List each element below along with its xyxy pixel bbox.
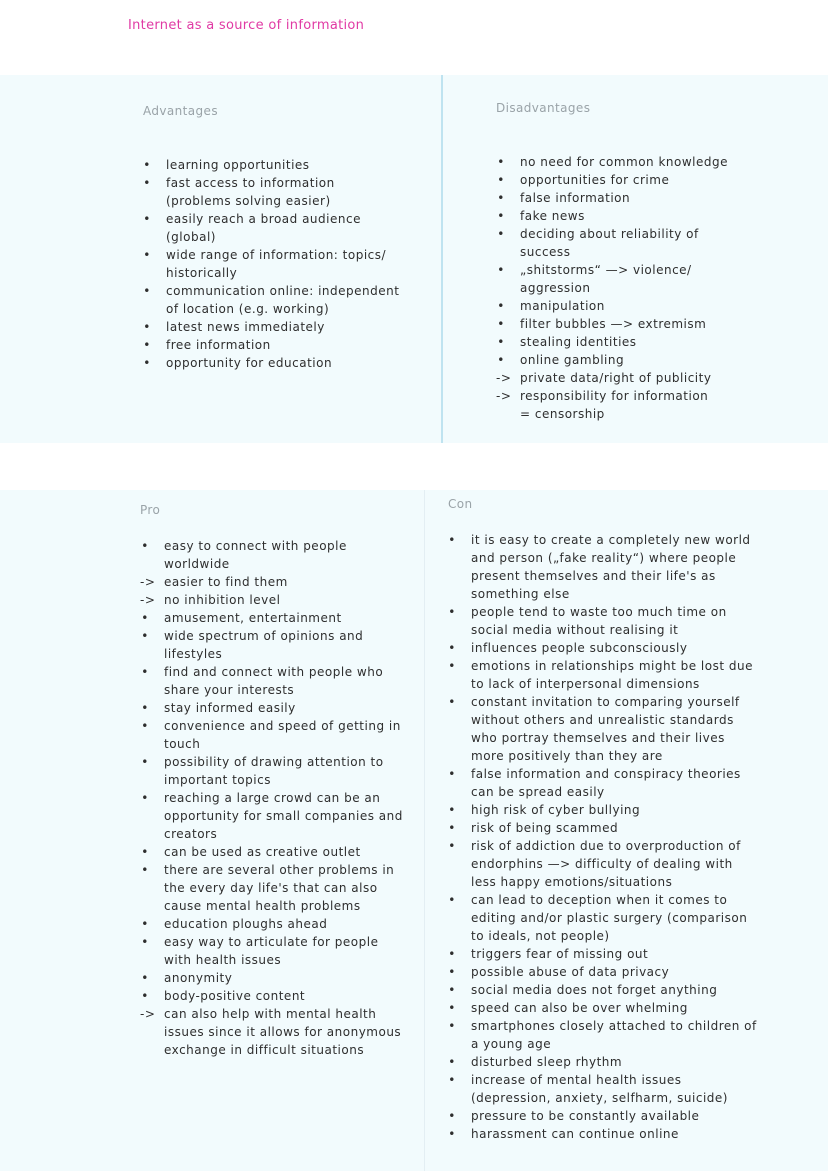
- disadvantage-item: [496, 261, 816, 297]
- pro-item: [140, 627, 420, 663]
- con-item: [447, 603, 822, 639]
- con-item-text: disturbed sleep rhythm: [471, 1055, 623, 1069]
- advantage-item: [142, 210, 432, 246]
- disadvantage-item: [496, 351, 816, 369]
- con-item: [447, 963, 822, 981]
- bullet-icon: •: [141, 863, 149, 877]
- bullet-icon: •: [448, 641, 456, 655]
- con-item: [447, 819, 822, 837]
- con-item-text: can lead to deception when it comes to editing and/or plastic surgery (comparison to ideals, not people): [471, 893, 748, 943]
- disadvantage-item-text: fake news: [520, 209, 585, 223]
- disadvantage-item-text: private data/right of publicity: [520, 371, 712, 385]
- disadvantage-item-text: opportunities for crime: [520, 173, 670, 187]
- advantage-item-text: communication online: independent of location (e.g. working): [166, 284, 400, 316]
- bullet-icon: •: [448, 1127, 456, 1141]
- pro-item: [140, 717, 420, 753]
- bullet-icon: •: [448, 659, 456, 673]
- pro-item-text: amusement, entertainment: [164, 611, 342, 625]
- bullet-icon: •: [141, 917, 149, 931]
- disadvantage-item: [496, 333, 816, 351]
- pro-item: [140, 573, 420, 591]
- advantage-item-text: opportunity for education: [166, 356, 333, 370]
- bullet-icon: •: [143, 248, 151, 262]
- con-heading: Con: [448, 497, 473, 511]
- advantage-item-text: fast access to information (problems solving easier): [166, 176, 335, 208]
- advantage-item-text: latest news immediately: [166, 320, 325, 334]
- bullet-icon: •: [448, 1001, 456, 1015]
- disadvantage-item-text: filter bubbles —> extremism: [520, 317, 707, 331]
- con-item: [447, 1071, 822, 1107]
- pro-item-text: stay informed easily: [164, 701, 296, 715]
- con-item-text: risk of being scammed: [471, 821, 619, 835]
- con-item-text: possible abuse of data privacy: [471, 965, 670, 979]
- bullet-icon: •: [141, 665, 149, 679]
- bullet-icon: •: [143, 356, 151, 370]
- bullet-icon: •: [497, 335, 505, 349]
- bullet-icon: •: [143, 176, 151, 190]
- advantage-item-text: easily reach a broad audience (global): [166, 212, 361, 244]
- con-item: [447, 639, 822, 657]
- con-item: [447, 837, 822, 891]
- con-item-text: social media does not forget anything: [471, 983, 718, 997]
- con-item: [447, 801, 822, 819]
- pro-item: [140, 987, 420, 1005]
- bullet-icon: •: [448, 767, 456, 781]
- disadvantage-item: [496, 315, 816, 333]
- bullet-icon: •: [141, 935, 149, 949]
- disadvantage-item-text: online gambling: [520, 353, 625, 367]
- bullet-icon: •: [141, 701, 149, 715]
- bullet-icon: •: [141, 755, 149, 769]
- disadvantage-item-text: „shitstorms“ —> violence/ aggression: [520, 263, 692, 295]
- disadvantage-item-text: responsibility for information = censorship: [520, 389, 709, 421]
- advantage-item-text: free information: [166, 338, 271, 352]
- bullet-icon: •: [141, 845, 149, 859]
- pro-heading: Pro: [140, 503, 161, 517]
- pro-item-text: easy to connect with people worldwide: [164, 539, 347, 571]
- con-item: [447, 531, 822, 603]
- bullet-icon: •: [141, 989, 149, 1003]
- pro-item-text: education ploughs ahead: [164, 917, 328, 931]
- bullet-icon: •: [448, 1019, 456, 1033]
- pro-item: [140, 1005, 420, 1059]
- internet-column-divider: [441, 75, 443, 443]
- pro-item: [140, 861, 420, 915]
- disadvantages-list: [496, 153, 816, 423]
- con-item: [447, 1053, 822, 1071]
- pro-item: [140, 753, 420, 789]
- bullet-icon: •: [143, 338, 151, 352]
- con-item-text: triggers fear of missing out: [471, 947, 649, 961]
- pro-item: [140, 843, 420, 861]
- con-item-text: high risk of cyber bullying: [471, 803, 641, 817]
- bullet-icon: •: [141, 791, 149, 805]
- pro-item: [140, 699, 420, 717]
- bullet-icon: •: [497, 317, 505, 331]
- advantage-item-text: wide range of information: topics/ historically: [166, 248, 387, 280]
- pro-item-text: easier to find them: [164, 575, 288, 589]
- arrow-marker: ->: [140, 1007, 156, 1021]
- pro-list: [140, 537, 420, 1059]
- bullet-icon: •: [497, 173, 505, 187]
- con-item-text: influences people subconsciously: [471, 641, 688, 655]
- bullet-icon: •: [143, 158, 151, 172]
- con-item-text: harassment can continue online: [471, 1127, 679, 1141]
- bullet-icon: •: [448, 695, 456, 709]
- con-item: [447, 891, 822, 945]
- con-item: [447, 1125, 822, 1143]
- pro-item: [140, 537, 420, 573]
- bullet-icon: •: [448, 1109, 456, 1123]
- pro-item-text: there are several other problems in the every day life's that can also cause mental health problems: [164, 863, 395, 913]
- disadvantage-item-text: deciding about reliability of success: [520, 227, 699, 259]
- advantage-item-text: learning opportunities: [166, 158, 310, 172]
- pro-item-text: can be used as creative outlet: [164, 845, 361, 859]
- bullet-icon: •: [141, 629, 149, 643]
- disadvantage-item: [496, 171, 816, 189]
- disadvantage-item-text: false information: [520, 191, 631, 205]
- advantage-item: [142, 282, 432, 318]
- disadvantages-heading: Disadvantages: [496, 101, 591, 115]
- arrow-marker: ->: [496, 371, 512, 385]
- bullet-icon: •: [143, 320, 151, 334]
- disadvantage-item: [496, 189, 816, 207]
- advantages-heading: Advantages: [143, 104, 218, 118]
- arrow-marker: ->: [496, 389, 512, 403]
- pro-item: [140, 663, 420, 699]
- con-item-text: emotions in relationships might be lost due to lack of interpersonal dimensions: [471, 659, 753, 691]
- con-item: [447, 657, 822, 693]
- con-item-text: pressure to be constantly available: [471, 1109, 700, 1123]
- bullet-icon: •: [141, 539, 149, 553]
- bullet-icon: •: [448, 821, 456, 835]
- bullet-icon: •: [497, 209, 505, 223]
- advantage-item: [142, 156, 432, 174]
- con-item: [447, 1107, 822, 1125]
- bullet-icon: •: [141, 971, 149, 985]
- bullet-icon: •: [448, 803, 456, 817]
- advantage-item: [142, 336, 432, 354]
- advantage-item: [142, 354, 432, 372]
- pro-item-text: wide spectrum of opinions and lifestyles: [164, 629, 364, 661]
- con-item-text: false information and conspiracy theories can be spread easily: [471, 767, 741, 799]
- con-item: [447, 945, 822, 963]
- pro-item-text: find and connect with people who share your interests: [164, 665, 384, 697]
- pro-item-text: possibility of drawing attention to important topics: [164, 755, 384, 787]
- bullet-icon: •: [448, 605, 456, 619]
- disadvantage-item: [496, 297, 816, 315]
- con-item-text: it is easy to create a completely new world and person („fake reality“) where people present themselves and their life's as something else: [471, 533, 751, 601]
- bullet-icon: •: [497, 155, 505, 169]
- bullet-icon: •: [448, 1073, 456, 1087]
- con-item-text: constant invitation to comparing yourself without others and unrealistic standards who portray themselves and their lives more positively than they are: [471, 695, 740, 763]
- advantage-item: [142, 318, 432, 336]
- con-item-text: people tend to waste too much time on social media without realising it: [471, 605, 727, 637]
- bullet-icon: •: [143, 212, 151, 226]
- con-list: [447, 531, 822, 1143]
- pro-item: [140, 591, 420, 609]
- pro-item-text: easy way to articulate for people with health issues: [164, 935, 379, 967]
- advantages-list: [142, 156, 432, 372]
- bullet-icon: •: [448, 1055, 456, 1069]
- con-item-text: smartphones closely attached to children of a young age: [471, 1019, 757, 1051]
- con-item: [447, 765, 822, 801]
- arrow-marker: ->: [140, 593, 156, 607]
- con-item: [447, 693, 822, 765]
- disadvantage-item: [496, 369, 816, 387]
- con-item: [447, 999, 822, 1017]
- pro-item-text: reaching a large crowd can be an opportunity for small companies and creators: [164, 791, 403, 841]
- disadvantage-item: [496, 153, 816, 171]
- bullet-icon: •: [143, 284, 151, 298]
- bullet-icon: •: [448, 893, 456, 907]
- bullet-icon: •: [497, 263, 505, 277]
- disadvantage-item-text: manipulation: [520, 299, 605, 313]
- pro-item: [140, 969, 420, 987]
- pro-item-text: body-positive content: [164, 989, 306, 1003]
- bullet-icon: •: [497, 191, 505, 205]
- con-item-text: increase of mental health issues (depression, anxiety, selfharm, suicide): [471, 1073, 728, 1105]
- advantage-item: [142, 174, 432, 210]
- social-column-divider: [424, 490, 425, 1171]
- bullet-icon: •: [141, 719, 149, 733]
- con-item: [447, 1017, 822, 1053]
- advantage-item: [142, 246, 432, 282]
- pro-item-text: can also help with mental health issues since it allows for anonymous exchange in difficult situations: [164, 1007, 402, 1057]
- arrow-marker: ->: [140, 575, 156, 589]
- pro-item: [140, 789, 420, 843]
- con-item: [447, 981, 822, 999]
- pro-item-text: no inhibition level: [164, 593, 281, 607]
- disadvantage-item: [496, 207, 816, 225]
- con-item-text: risk of addiction due to overproduction of endorphins —> difficulty of dealing with less happy emotions/situations: [471, 839, 741, 889]
- bullet-icon: •: [497, 227, 505, 241]
- pro-item-text: convenience and speed of getting in touch: [164, 719, 401, 751]
- disadvantage-item: [496, 387, 816, 423]
- pro-item: [140, 933, 420, 969]
- bullet-icon: •: [497, 353, 505, 367]
- pro-item: [140, 915, 420, 933]
- bullet-icon: •: [448, 965, 456, 979]
- disadvantage-item-text: stealing identities: [520, 335, 637, 349]
- bullet-icon: •: [448, 983, 456, 997]
- page-title: Internet as a source of information: [128, 18, 365, 33]
- pro-item-text: anonymity: [164, 971, 233, 985]
- bullet-icon: •: [141, 611, 149, 625]
- disadvantage-item-text: no need for common knowledge: [520, 155, 729, 169]
- bullet-icon: •: [448, 533, 456, 547]
- bullet-icon: •: [448, 839, 456, 853]
- disadvantage-item: [496, 225, 816, 261]
- pro-item: [140, 609, 420, 627]
- bullet-icon: •: [497, 299, 505, 313]
- con-item-text: speed can also be over whelming: [471, 1001, 688, 1015]
- bullet-icon: •: [448, 947, 456, 961]
